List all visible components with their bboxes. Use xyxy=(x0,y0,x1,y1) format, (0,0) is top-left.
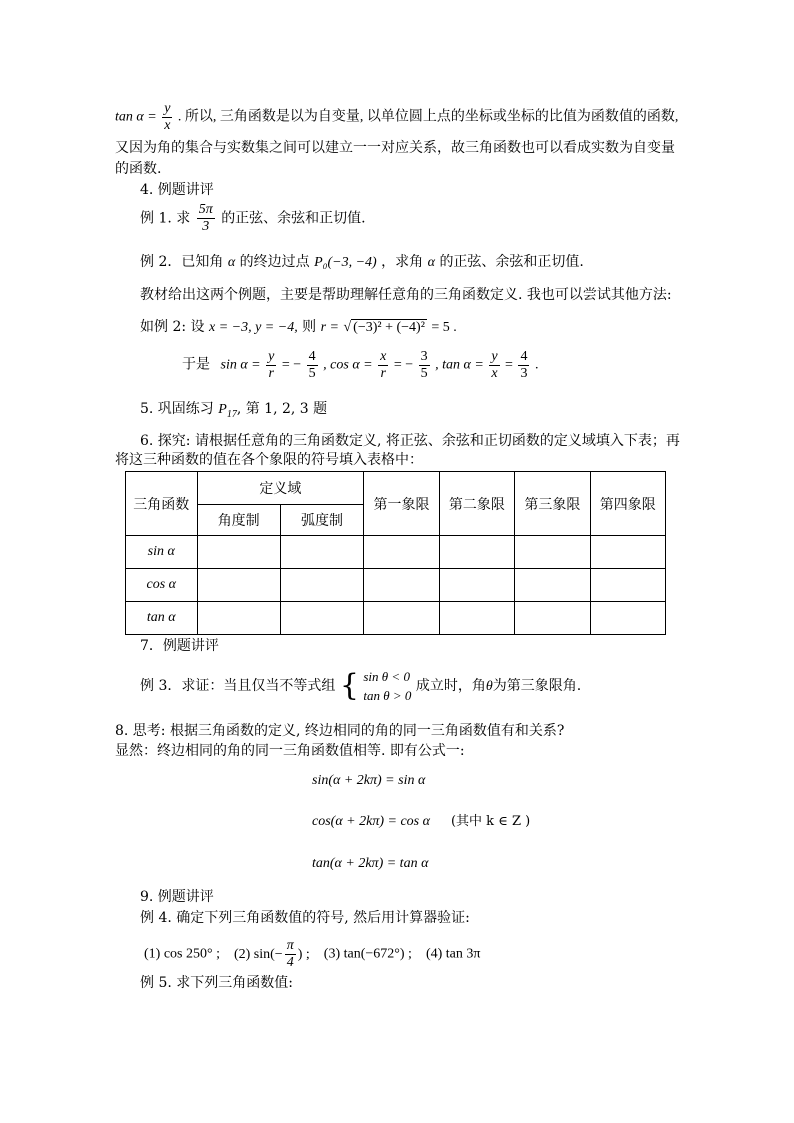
table-cell xyxy=(439,569,514,602)
frac-denominator: r xyxy=(268,366,274,381)
table-cell xyxy=(197,536,280,569)
example-3 xyxy=(140,666,581,707)
frac-denominator: 3 xyxy=(202,219,210,234)
sqrt-symbol: √ (−3)² + (−4)² xyxy=(343,320,425,335)
table-header-q3: 第三象限 xyxy=(515,472,590,536)
sin-lhs: sin α = xyxy=(220,357,261,373)
frac-3-over-5 xyxy=(419,349,430,382)
table-row xyxy=(126,569,666,602)
part-4: (4) tan 3π xyxy=(425,946,481,962)
paragraph-text: . 所以, 三角函数是以为自变量, 以单位圆上点的坐标或坐标的比值为函数值的函数, xyxy=(177,109,679,125)
r-result: = 5 . xyxy=(431,320,457,335)
table-cell xyxy=(590,602,665,635)
table-header-q4: 第四象限 xyxy=(590,472,665,536)
condition-2: tan θ > 0 xyxy=(363,688,412,703)
table-cell xyxy=(197,602,280,635)
solution-prefix: 如例 2: 设 xyxy=(140,319,205,335)
frac-numerator: y xyxy=(164,101,171,116)
row-label-cos: cos α xyxy=(126,569,198,602)
table-cell xyxy=(439,536,514,569)
sqrt-radicand: (−3)² + (−4)² xyxy=(353,320,425,335)
sin-eq: = − xyxy=(281,357,302,373)
formula-note: (其中 k ∈ Z ) xyxy=(450,814,531,829)
trig-table xyxy=(125,471,666,635)
cos-lhs: , cos α = xyxy=(323,357,373,373)
frac-numerator: 4 xyxy=(308,349,316,364)
xy-values: x = −3, y = −4, xyxy=(208,320,298,335)
section-5-suffix: , 第 1, 2, 3 题 xyxy=(236,401,328,417)
page-letter: P xyxy=(218,402,227,417)
section-8-line-2: 显然：终边相同的角的同一三角函数值相等. 即有公式一: xyxy=(115,743,465,759)
table-cell xyxy=(515,536,590,569)
table-cell xyxy=(590,536,665,569)
frac-numerator: x xyxy=(380,349,387,364)
cos-eq: = − xyxy=(393,357,414,373)
example-2-prefix: 例 2．已知角 xyxy=(140,254,224,270)
condition-1: sin θ < 0 xyxy=(363,669,410,684)
example-1-prefix: 例 1. 求 xyxy=(140,210,191,227)
part-2-suffix: ) ; xyxy=(297,946,310,962)
frac-numerator: π xyxy=(286,938,294,953)
table-row xyxy=(126,536,666,569)
results-lead: 于是 xyxy=(182,356,210,373)
table-header-func: 三角函数 xyxy=(126,472,198,536)
example-4-intro: 例 4. 确定下列三角函数值的符号, 然后用计算器验证: xyxy=(140,910,470,926)
alpha-symbol: α xyxy=(427,255,435,270)
example-5: 例 5. 求下列三角函数值: xyxy=(140,975,293,991)
frac-denominator: x xyxy=(164,118,171,133)
table-cell xyxy=(280,602,363,635)
frac-denominator: 4 xyxy=(286,955,294,970)
section-5-prefix: 5. 巩固练习 xyxy=(140,401,214,417)
paragraph-line-2: 又因为角的集合与实数集之间可以建立一一对应关系，故三角函数也可以看成实数为自变量 xyxy=(115,140,675,156)
frac-numerator: y xyxy=(268,349,275,364)
frac-denominator: r xyxy=(380,366,386,381)
example-4-parts xyxy=(144,938,480,971)
table-header-q1: 第一象限 xyxy=(364,472,439,536)
table-cell xyxy=(364,536,439,569)
trig-results xyxy=(182,349,538,382)
row-label-tan: tan α xyxy=(126,602,198,635)
tan-lhs: tan α = xyxy=(115,109,157,125)
results-end: . xyxy=(534,357,539,373)
frac-y-over-r xyxy=(266,349,276,382)
alpha-symbol: α xyxy=(227,255,236,270)
table-header-rad: 弧度制 xyxy=(280,505,363,536)
tan-eq: = xyxy=(505,357,513,373)
table-cell xyxy=(280,569,363,602)
example-1 xyxy=(140,202,366,235)
frac-denominator: 5 xyxy=(420,366,428,381)
frac-numerator: 5π xyxy=(198,202,213,217)
table-header-deg: 角度制 xyxy=(197,505,280,536)
frac-denominator: 5 xyxy=(308,366,316,381)
theta-symbol: θ xyxy=(485,679,493,694)
example-2-mid: 的终边过点 xyxy=(239,254,310,270)
example-2-solution xyxy=(140,318,457,337)
table-cell xyxy=(439,602,514,635)
frac-4-over-5 xyxy=(307,349,318,382)
point-p0: P₀(−3, −4) xyxy=(314,255,377,270)
paragraph-line-3: 的函数. xyxy=(115,161,162,177)
frac-denominator: x xyxy=(491,366,498,381)
fraction-5pi-over-3 xyxy=(197,202,215,235)
textbook-note: 教材给出这两个例题，主要是帮助理解任意角的三角函数定义. 我也可以尝试其他方法: xyxy=(140,287,672,303)
formula-cos: cos(α + 2kπ) = cos α xyxy=(312,814,430,829)
table-cell xyxy=(515,602,590,635)
example-2-mid2: ，求角 xyxy=(381,254,424,270)
table-header-domain: 定义域 xyxy=(197,472,364,505)
example-1-suffix: 的正弦、余弦和正切值. xyxy=(221,210,366,227)
section-9-heading: 9. 例题讲评 xyxy=(140,889,214,905)
table-cell xyxy=(515,569,590,602)
fraction-y-over-x xyxy=(162,101,172,134)
frac-pi-over-4 xyxy=(285,938,296,971)
brace-icon: { xyxy=(339,668,359,703)
example-3-suffix: 成立时，角 xyxy=(415,678,486,694)
table-cell xyxy=(364,569,439,602)
formula-tan: tan(α + 2kπ) = tan α xyxy=(312,856,429,871)
example-2-suffix: 的正弦、余弦和正切值. xyxy=(439,254,584,270)
inequality-system xyxy=(363,667,411,705)
table-cell xyxy=(364,602,439,635)
section-6-line-2: 将这三种函数的值在各个象限的符号填入表格中： xyxy=(115,452,423,468)
frac-y-over-x xyxy=(489,349,499,382)
frac-x-over-r xyxy=(378,349,388,382)
example-3-suffix2: 为第三象限角. xyxy=(492,678,582,694)
frac-4-over-3 xyxy=(518,349,529,382)
tan-definition-line xyxy=(115,101,678,134)
frac-numerator: y xyxy=(491,349,498,364)
frac-numerator: 3 xyxy=(420,349,428,364)
part-1: (1) cos 250° ; xyxy=(144,946,220,962)
section-8-line-1: 8. 思考: 根据三角函数的定义, 终边相同的角的同一三角函数值有和关系? xyxy=(115,723,565,739)
table-row xyxy=(126,602,666,635)
part-2 xyxy=(233,938,310,970)
example-3-prefix: 例 3．求证：当且仅当不等式组 xyxy=(140,678,336,694)
section-4-heading: 4. 例题讲评 xyxy=(140,182,214,198)
table-cell xyxy=(280,536,363,569)
page-number: 17 xyxy=(226,408,237,420)
table-cell xyxy=(197,569,280,602)
row-label-sin: sin α xyxy=(126,536,198,569)
table-cell xyxy=(590,569,665,602)
part-2-prefix: (2) sin(− xyxy=(233,946,283,962)
formula-sin: sin(α + 2kπ) = sin α xyxy=(312,773,426,788)
page-ref xyxy=(218,402,237,420)
formula-cos-line xyxy=(312,813,530,831)
solution-mid: 则 xyxy=(302,319,317,335)
section-6-line-1: 6. 探究: 请根据任意角的三角函数定义, 将正弦、余弦和正切函数的定义域填入下表；再 xyxy=(140,433,680,449)
frac-denominator: 3 xyxy=(520,366,528,381)
section-7-heading: 7．例题讲评 xyxy=(140,638,219,654)
table-header-q2: 第二象限 xyxy=(439,472,514,536)
tan-lhs: , tan α = xyxy=(435,357,484,373)
example-2 xyxy=(140,253,584,272)
section-5 xyxy=(140,400,327,424)
frac-numerator: 4 xyxy=(520,349,528,364)
part-3: (3) tan(−672°) ; xyxy=(323,946,412,962)
r-lhs: r = xyxy=(320,320,340,335)
